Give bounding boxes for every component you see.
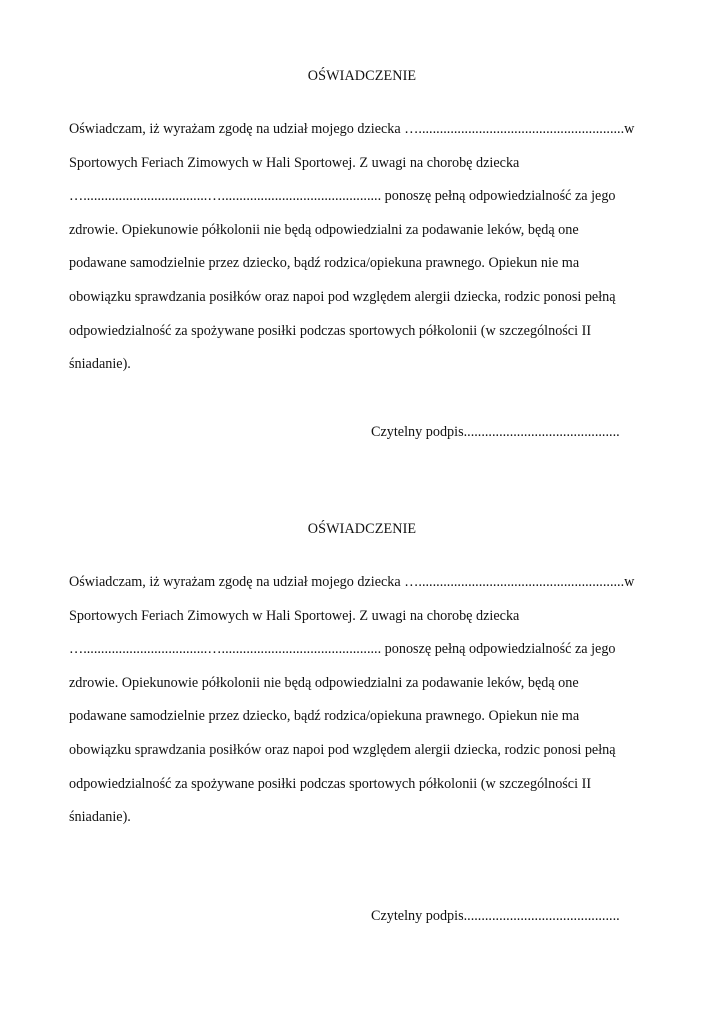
body-line: podawane samodzielnie przez dziecko, bądź rodzica/opiekuna prawnego. Opiekun nie ma: [69, 255, 580, 272]
statement-body: [69, 121, 669, 390]
body-line: Oświadczam, iż wyrażam zgodę na udział mojego dziecka …..........................................................w: [69, 574, 635, 590]
statement-title: OŚWIADCZENIE: [307, 68, 417, 84]
body-line: śniadanie).: [69, 809, 131, 826]
signature-line: Czytelny podpis............................................: [371, 908, 620, 924]
body-line: śniadanie).: [69, 356, 131, 373]
body-line: Sportowych Feriach Zimowych w Hali Sportowej. Z uwagi na chorobę dziecka: [69, 607, 520, 624]
body-line: zdrowie. Opiekunowie półkolonii nie będą odpowiedzialni za podawanie leków, będą one: [69, 221, 579, 238]
body-line: …...................................…............................................. ponoszę pełną odpowiedzialność za jego: [69, 641, 616, 658]
body-line: odpowiedzialność za spożywane posiłki podczas sportowych półkolonii (w szczególności II: [69, 322, 592, 339]
body-line: …...................................…............................................. ponoszę pełną odpowiedzialność za jego: [69, 188, 616, 205]
body-line: Oświadczam, iż wyrażam zgodę na udział mojego dziecka …..........................................................w: [69, 121, 635, 137]
statement-body: [69, 574, 669, 843]
body-line: zdrowie. Opiekunowie półkolonii nie będą odpowiedzialni za podawanie leków, będą one: [69, 674, 579, 691]
body-line: odpowiedzialność za spożywane posiłki podczas sportowych półkolonii (w szczególności II: [69, 775, 592, 792]
body-line: Sportowych Feriach Zimowych w Hali Sportowej. Z uwagi na chorobę dziecka: [69, 154, 520, 171]
body-line: podawane samodzielnie przez dziecko, bądź rodzica/opiekuna prawnego. Opiekun nie ma: [69, 708, 580, 725]
statement-title: OŚWIADCZENIE: [307, 521, 417, 537]
signature-line: Czytelny podpis............................................: [371, 424, 620, 440]
body-line: obowiązku sprawdzania posiłków oraz napoi pod względem alergii dziecka, rodzic ponosi pełną: [69, 288, 616, 305]
body-line: obowiązku sprawdzania posiłków oraz napoi pod względem alergii dziecka, rodzic ponosi pełną: [69, 741, 616, 758]
